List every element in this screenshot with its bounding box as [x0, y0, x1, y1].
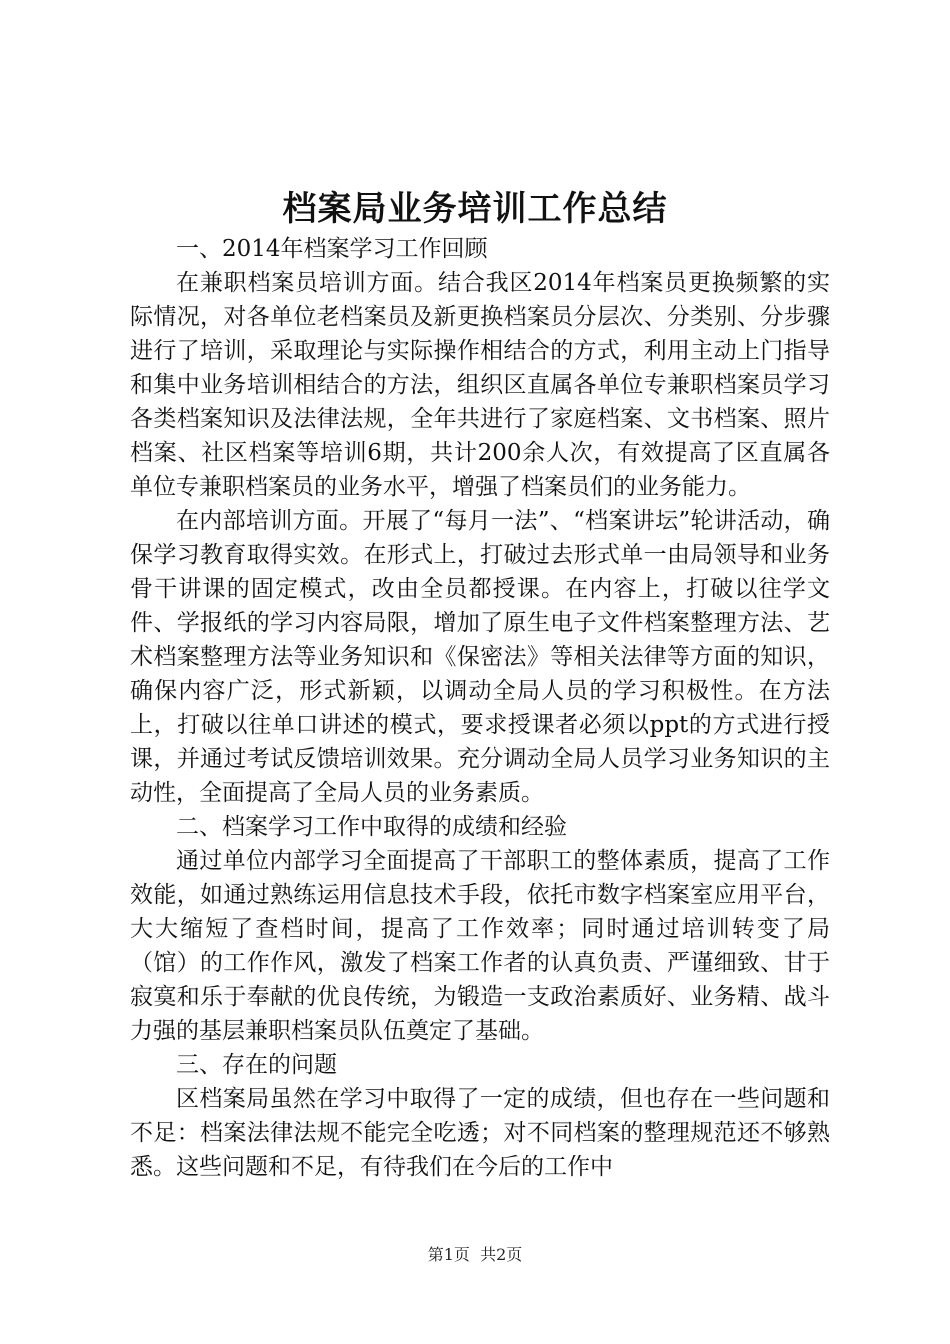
paragraph-achievements: 通过单位内部学习全面提高了干部职工的整体素质，提高了工作效能，如通过熟练运用信息技术手段，依托市数字档案室应用平台，大大缩短了查档时间，提高了工作效率；同时通过培训转变了局（馆）的工作作风，激发了档案工作者的认真负责、严谨细致、甘于寂寞和乐于奉献的优良传统，为锻造一支政治素质好、业务精、战斗力强的基层兼职档案员队伍奠定了基础。 [130, 848, 830, 1044]
page-footer [0, 1244, 950, 1266]
section-heading-1: 一、2014年档案学习工作回顾 [176, 236, 488, 262]
footer-separator [470, 1245, 480, 1264]
page-number-current: 第1页 [427, 1245, 470, 1264]
section-heading-3: 三、存在的问题 [176, 1052, 337, 1078]
section-heading-2: 二、档案学习工作中取得的成绩和经验 [176, 814, 567, 840]
document-body [130, 232, 830, 1184]
paragraph-internal-training: 在内部培训方面。开展了“每月一法”、“档案讲坛”轮讲活动，确保学习教育取得实效。在形式上，打破过去形式单一由局领导和业务骨干讲课的固定模式，改由全员都授课。在内容上，打破以往学文件、学报纸的学习内容局限，增加了原生电子文件档案整理方法、艺术档案整理方法等业务知识和《保密法》等相关法律等方面的知识，确保内容广泛，形式新颖，以调动全局人员的学习积极性。在方法上，打破以往单口讲述的模式，要求授课者必须以ppt的方式进行授课，并通过考试反馈培训效果。充分调动全局人员学习业务知识的主动性，全面提高了全局人员的业务素质。 [130, 508, 830, 806]
paragraph-part-time-training: 在兼职档案员培训方面。结合我区2014年档案员更换频繁的实际情况，对各单位老档案员及新更换档案员分层次、分类别、分步骤进行了培训，采取理论与实际操作相结合的方式，利用主动上门指导和集中业务培训相结合的方法，组织区直属各单位专兼职档案员学习各类档案知识及法律法规，全年共进行了家庭档案、文书档案、照片档案、社区档案等培训6期，共计200余人次，有效提高了区直属各单位专兼职档案员的业务水平，增强了档案员们的业务能力。 [130, 270, 830, 500]
paragraph-problems: 区档案局虽然在学习中取得了一定的成绩，但也存在一些问题和不足：档案法律法规不能完全吃透；对不同档案的整理规范还不够熟悉。这些问题和不足，有待我们在今后的工作中 [130, 1086, 830, 1180]
page-number-total: 共2页 [480, 1245, 523, 1264]
document-title: 档案局业务培训工作总结 [282, 189, 668, 229]
